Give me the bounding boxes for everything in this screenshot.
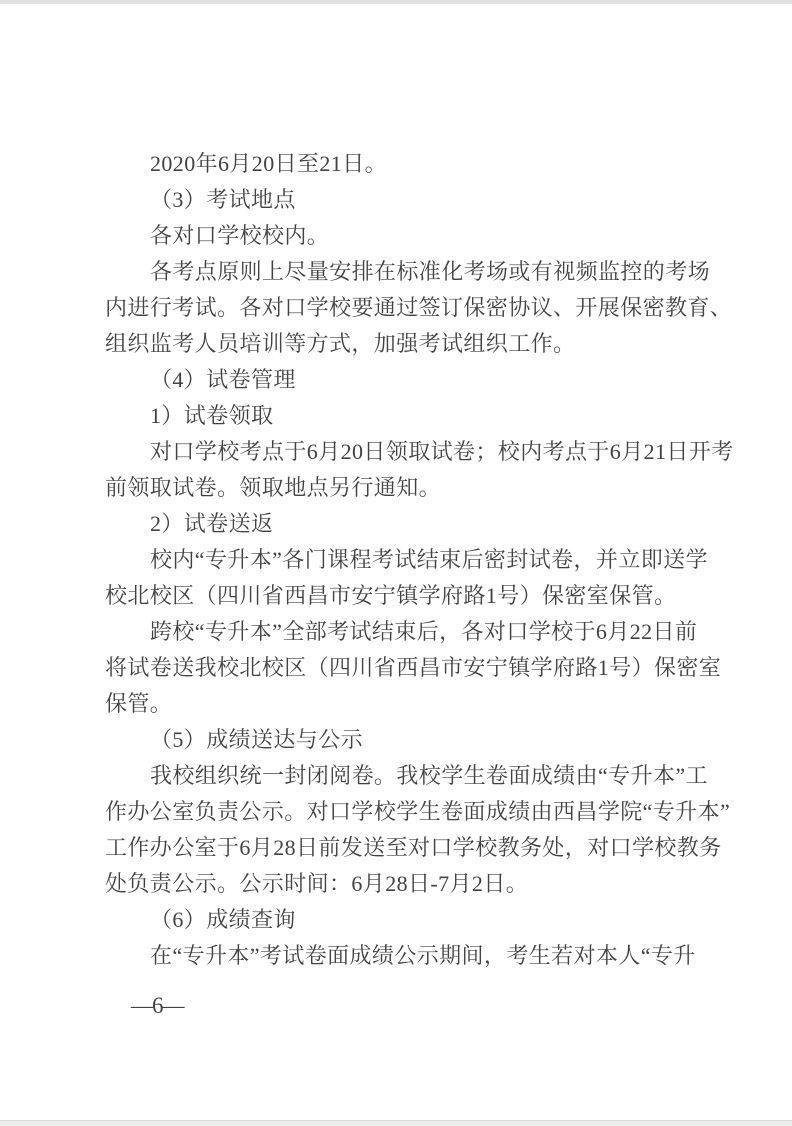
text-line: （3）考试地点 — [150, 187, 296, 212]
text-line: 各对口学校校内。 — [150, 223, 330, 248]
text-line: 我校组织统一封闭阅卷。我校学生卷面成绩由“专升本”工 — [150, 763, 708, 788]
text-line: 2）试卷送返 — [150, 511, 274, 536]
text-line: 前领取试卷。领取地点另行通知。 — [105, 475, 442, 500]
text-line: 在“专升本”考试卷面成绩公示期间，考生若对本人“专升 — [150, 943, 696, 968]
text-line: （4）试卷管理 — [150, 367, 296, 392]
text-line: 将试卷送我校北校区（四川省西昌市安宁镇学府路1号）保密室 — [105, 655, 722, 680]
page-number: —6— — [131, 993, 183, 1018]
text-line: 组织监考人员培训等方式，加强考试组织工作。 — [105, 331, 576, 356]
text-line: 工作办公室于6月28日前发送至对口学校教务处，对口学校教务 — [105, 835, 722, 860]
text-line: 对口学校考点于6月20日领取试卷；校内考点于6月21日开考 — [150, 439, 734, 464]
text-line: 校北校区（四川省西昌市安宁镇学府路1号）保密室保管。 — [105, 583, 677, 608]
scan-edge-bottom — [0, 1120, 792, 1126]
text-line: （5）成绩送达与公示 — [150, 727, 364, 752]
text-line: 1）试卷领取 — [150, 403, 274, 428]
text-line: （6）成绩查询 — [150, 907, 296, 932]
text-line: 校内“专升本”各门课程考试结束后密封试卷，并立即送学 — [150, 547, 708, 572]
text-line: 2020年6月20日至21日。 — [150, 151, 388, 176]
text-line: 处负责公示。公示时间：6月28日-7月2日。 — [105, 871, 529, 896]
text-line: 跨校“专升本”全部考试结束后，各对口学校于6月22日前 — [150, 619, 698, 644]
document-text-block — [105, 146, 745, 974]
text-line: 各考点原则上尽量安排在标准化考场或有视频监控的考场 — [150, 259, 711, 284]
text-line: 保管。 — [105, 691, 173, 716]
text-line: 作办公室负责公示。对口学校学生卷面成绩由西昌学院“专升本” — [105, 799, 731, 824]
scan-edge-top — [0, 0, 792, 4]
text-line: 内进行考试。各对口学校要通过签订保密协议、开展保密教育、 — [105, 295, 733, 320]
